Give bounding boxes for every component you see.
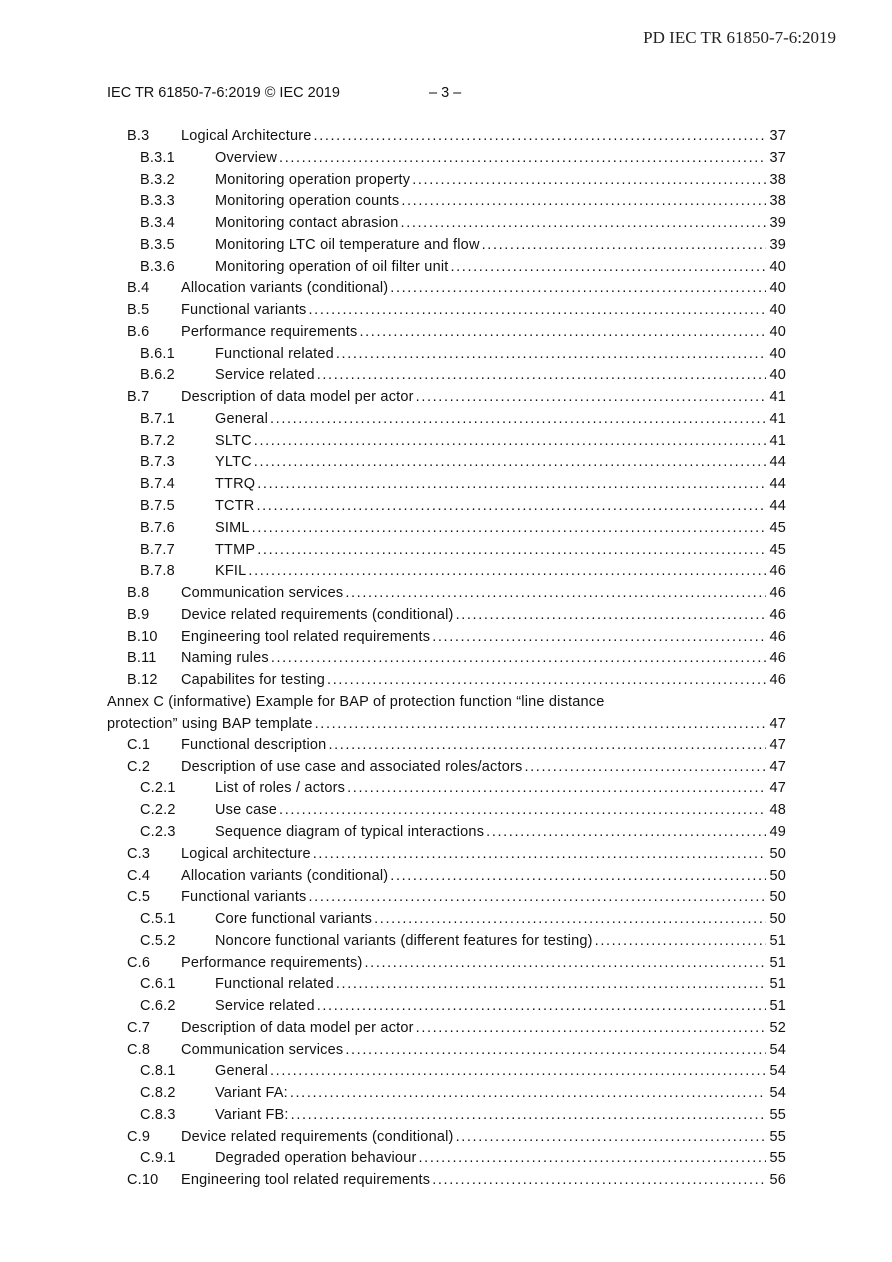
toc-page-number: 39 [769, 215, 786, 232]
toc-section-title: Variant FA: [215, 1085, 288, 1102]
toc-page-number: 40 [769, 258, 786, 275]
toc-section-number: C.6 [127, 954, 151, 971]
toc-section-title: General [215, 410, 268, 427]
toc-section-number: C.6.2 [140, 998, 176, 1015]
toc-section-number: C.5.1 [140, 911, 176, 928]
dot-leader [416, 1018, 766, 1040]
toc-section-number: B.7.3 [140, 454, 175, 471]
dot-leader [317, 996, 766, 1018]
toc-entry[interactable] [107, 844, 786, 866]
toc-entry[interactable] [107, 496, 786, 518]
toc-entry[interactable] [107, 409, 786, 431]
toc-entry[interactable] [107, 322, 786, 344]
toc-section-number: C.2.3 [140, 823, 176, 840]
toc-entry[interactable] [107, 1018, 786, 1040]
toc-section-number: B.9 [127, 606, 150, 623]
toc-page-number: 41 [769, 432, 786, 449]
dot-leader [313, 844, 766, 866]
dot-leader [412, 170, 766, 192]
toc-section-title: KFIL [215, 563, 247, 580]
toc-entry[interactable] [107, 778, 786, 800]
toc-section-title: Communication services [181, 1041, 344, 1058]
page-number: – 3 – [429, 85, 462, 101]
toc-page-number: 40 [769, 302, 786, 319]
toc-section-number: C.10 [127, 1172, 159, 1189]
toc-section-number: C.5 [127, 889, 151, 906]
toc-entry[interactable] [107, 800, 786, 822]
toc-section-number: C.8.3 [140, 1106, 176, 1123]
toc-entry[interactable] [107, 1083, 786, 1105]
toc-entry[interactable] [107, 431, 786, 453]
running-header [107, 85, 807, 105]
toc-page-number: 54 [769, 1041, 786, 1058]
toc-section-number: C.8.1 [140, 1063, 176, 1080]
dot-leader [482, 235, 766, 257]
toc-section-title: Capabilites for testing [181, 672, 326, 689]
toc-entry[interactable] [107, 170, 786, 192]
toc-entry[interactable] [107, 257, 786, 279]
toc-section-number: B.10 [127, 628, 158, 645]
toc-section-title: Monitoring operation counts [215, 193, 400, 210]
toc-section-title: Engineering tool related requirements [181, 628, 431, 645]
dot-leader [271, 648, 766, 670]
toc-page-number: 51 [769, 932, 786, 949]
toc-section-number: B.7.6 [140, 519, 175, 536]
toc-entry[interactable] [107, 1148, 786, 1170]
toc-entry[interactable] [107, 518, 786, 540]
toc-page-number: 47 [769, 736, 786, 753]
toc-page-number: 37 [769, 149, 786, 166]
toc-entry[interactable] [107, 278, 786, 300]
toc-section-number: C.8.2 [140, 1085, 176, 1102]
toc-section-title: Device related requirements (conditional) [181, 606, 454, 623]
toc-page-number: 51 [769, 954, 786, 971]
dot-leader [359, 322, 766, 344]
toc-section-title: SLTC [215, 432, 252, 449]
toc-page-number: 50 [769, 911, 786, 928]
dot-leader [317, 365, 766, 387]
toc-section-number: B.7.5 [140, 498, 175, 515]
toc-page-number: 40 [769, 280, 786, 297]
toc-page-number: 52 [769, 1019, 786, 1036]
dot-leader [401, 191, 766, 213]
toc-page-number: 46 [769, 563, 786, 580]
toc-section-title: Description of data model per actor [181, 389, 414, 406]
dot-leader [347, 778, 766, 800]
dot-leader [374, 909, 766, 931]
dot-leader [432, 1170, 766, 1192]
toc-section-title: TCTR [215, 498, 255, 515]
toc-page-number: 46 [769, 628, 786, 645]
dot-leader [279, 800, 766, 822]
toc-section-number: C.5.2 [140, 932, 176, 949]
toc-section-number: B.3 [127, 128, 150, 144]
toc-section-number: C.6.1 [140, 976, 176, 993]
toc-annex-entry[interactable] [107, 692, 786, 735]
dot-leader [401, 213, 766, 235]
toc-section-title: Engineering tool related requirements [181, 1172, 431, 1189]
toc-page-number: 50 [769, 889, 786, 906]
toc-section-title: Monitoring operation property [215, 171, 411, 188]
toc-section-title: Functional variants [181, 302, 307, 319]
toc-entry[interactable] [107, 126, 786, 148]
toc-page-number: 44 [769, 454, 786, 471]
toc-page-number: 38 [769, 171, 786, 188]
toc-section-number: B.6 [127, 323, 150, 340]
toc-entry[interactable] [107, 452, 786, 474]
dot-leader [432, 627, 766, 649]
toc-section-title: Service related [215, 367, 315, 384]
toc-page-number: 44 [769, 498, 786, 515]
toc-section-title: Functional description [181, 736, 327, 753]
dot-leader [524, 757, 766, 779]
toc-page-number: 45 [769, 541, 786, 558]
toc-section-number: B.7.1 [140, 410, 175, 427]
toc-section-title: Degraded operation behaviour [215, 1150, 417, 1167]
dot-leader [456, 1127, 766, 1149]
toc-page-number: 55 [769, 1128, 786, 1145]
toc-section-number: B.7.4 [140, 476, 175, 493]
toc-entry[interactable] [107, 365, 786, 387]
toc-page-number: 47 [769, 780, 786, 797]
toc-section-number: B.6.2 [140, 367, 175, 384]
toc-page-number: 50 [769, 867, 786, 884]
toc-section-title: Use case [215, 802, 278, 819]
toc-page-number: 38 [769, 193, 786, 210]
dot-leader [290, 1083, 766, 1105]
toc-section-title: Performance requirements [181, 323, 358, 340]
toc-entry[interactable] [107, 1061, 786, 1083]
toc-page-number: 46 [769, 672, 786, 689]
toc-entry[interactable] [107, 148, 786, 170]
toc-entry[interactable] [107, 648, 786, 670]
dot-leader [595, 931, 766, 953]
toc-entry[interactable] [107, 1170, 786, 1192]
toc-section-number: B.3.3 [140, 193, 175, 210]
toc-entry[interactable] [107, 931, 786, 953]
dot-leader [270, 1061, 766, 1083]
toc-section-number: C.1 [127, 736, 151, 753]
toc-section-title: Description of use case and associated roles/actors [181, 758, 523, 775]
toc-section-number: B.3.4 [140, 215, 175, 232]
toc-page-number: 44 [769, 476, 786, 493]
dot-leader [336, 974, 766, 996]
toc-section-title: Service related [215, 998, 315, 1015]
toc-section-number: B.7.2 [140, 432, 175, 449]
toc-section-title: General [215, 1063, 268, 1080]
toc-section-number: B.7.8 [140, 563, 175, 580]
dot-leader [345, 583, 766, 605]
toc-section-title: Logical Architecture [181, 128, 312, 144]
toc-entry[interactable] [107, 822, 786, 844]
toc-section-number: B.5 [127, 302, 150, 319]
dot-leader [257, 474, 766, 496]
toc-page-number: 46 [769, 606, 786, 623]
toc-entry[interactable] [107, 627, 786, 649]
toc-section-title: Communication services [181, 585, 344, 602]
toc-annex-title-line1: Annex C (informative) Example for BAP of protection function “line distance [107, 693, 605, 710]
toc-section-title: Functional related [215, 345, 334, 362]
dot-leader [416, 387, 766, 409]
toc-section-title: Monitoring LTC oil temperature and flow [215, 236, 480, 253]
dot-leader [257, 540, 766, 562]
toc-section-title: Functional variants [181, 889, 307, 906]
toc-section-number: C.2.1 [140, 780, 176, 797]
toc-page-number: 54 [769, 1085, 786, 1102]
toc-page-number: 46 [769, 585, 786, 602]
toc-page-number: 40 [769, 323, 786, 340]
toc-section-number: B.4 [127, 280, 150, 297]
toc-entry[interactable] [107, 191, 786, 213]
toc-entry[interactable] [107, 757, 786, 779]
toc-section-title: Device related requirements (conditional) [181, 1128, 454, 1145]
toc-section-title: Naming rules [181, 650, 269, 667]
toc-section-title: Monitoring contact abrasion [215, 215, 399, 232]
toc-entry[interactable] [107, 300, 786, 322]
dot-leader [456, 605, 766, 627]
toc-entry[interactable] [107, 344, 786, 366]
toc-entry[interactable] [107, 387, 786, 409]
document-reference: IEC TR 61850-7-6:2019 © IEC 2019 [107, 85, 340, 101]
toc-annex-title-line2: protection” using BAP template [107, 715, 313, 732]
toc-page-number: 39 [769, 236, 786, 253]
toc-section-number: B.3.2 [140, 171, 175, 188]
toc-section-number: B.7 [127, 389, 150, 406]
toc-entry[interactable] [107, 996, 786, 1018]
toc-section-title: Variant FB: [215, 1106, 289, 1123]
dot-leader [365, 953, 767, 975]
toc-page-number: 48 [769, 802, 786, 819]
toc-section-number: B.6.1 [140, 345, 175, 362]
toc-section-title: Description of data model per actor [181, 1019, 414, 1036]
toc-entry[interactable] [107, 909, 786, 931]
toc-section-number: C.9.1 [140, 1150, 176, 1167]
dot-leader [270, 409, 766, 431]
toc-page-number: 47 [769, 715, 786, 732]
toc-page-number: 41 [769, 410, 786, 427]
toc-page-number: 54 [769, 1063, 786, 1080]
toc-section-title: Allocation variants (conditional) [181, 867, 389, 884]
toc-page-number: 55 [769, 1150, 786, 1167]
toc-entry[interactable] [107, 1105, 786, 1127]
toc-section-number: B.3.1 [140, 149, 175, 166]
toc-section-number: B.12 [127, 672, 158, 689]
dot-leader [328, 735, 766, 757]
toc-entry[interactable] [107, 953, 786, 975]
toc-entry[interactable] [107, 1040, 786, 1062]
toc-section-title: Overview [215, 149, 278, 166]
toc-section-title: Allocation variants (conditional) [181, 280, 389, 297]
dot-leader [252, 518, 766, 540]
toc-page-number: 47 [769, 758, 786, 775]
toc-entry[interactable] [107, 735, 786, 757]
toc-page-number: 50 [769, 845, 786, 862]
dot-leader [309, 887, 767, 909]
toc-page-number: 51 [769, 976, 786, 993]
toc-page-number: 41 [769, 389, 786, 406]
toc-section-number: B.7.7 [140, 541, 175, 558]
toc-annex-title-line2-row [107, 714, 786, 736]
toc-entry[interactable] [107, 540, 786, 562]
toc-section-number: C.9 [127, 1128, 151, 1145]
toc-page-number: 55 [769, 1106, 786, 1123]
toc-page-number: 56 [769, 1172, 786, 1189]
dot-leader [419, 1148, 767, 1170]
toc-section-number: C.3 [127, 845, 151, 862]
toc-entry[interactable] [107, 561, 786, 583]
toc-entry[interactable] [107, 1127, 786, 1149]
toc-entry[interactable] [107, 605, 786, 627]
toc-section-number: C.7 [127, 1019, 151, 1036]
toc-entry[interactable] [107, 974, 786, 996]
toc-section-title: Noncore functional variants (different features for testing) [215, 932, 593, 949]
toc-section-number: C.8 [127, 1041, 151, 1058]
toc-section-number: C.2 [127, 758, 151, 775]
table-of-contents [107, 126, 786, 1192]
toc-entry[interactable] [107, 474, 786, 496]
toc-section-title: Core functional variants [215, 911, 373, 928]
toc-section-title: YLTC [215, 454, 252, 471]
toc-page-number: 40 [769, 367, 786, 384]
dot-leader [248, 561, 766, 583]
toc-section-number: B.3.6 [140, 258, 175, 275]
dot-leader [327, 670, 766, 692]
dot-leader [390, 866, 766, 888]
toc-page-number: 37 [769, 128, 786, 144]
toc-section-title: TTMP [215, 541, 256, 558]
toc-section-number: B.8 [127, 585, 150, 602]
toc-page-number: 49 [769, 823, 786, 840]
dot-leader [256, 496, 766, 518]
toc-entry[interactable] [107, 887, 786, 909]
toc-entry[interactable] [107, 235, 786, 257]
dot-leader [315, 714, 766, 736]
dot-leader [345, 1040, 766, 1062]
toc-section-number: C.2.2 [140, 802, 176, 819]
dot-leader [450, 257, 766, 279]
toc-section-title: List of roles / actors [215, 780, 346, 797]
toc-page-number: 46 [769, 650, 786, 667]
toc-entry[interactable] [107, 213, 786, 235]
dot-leader [390, 278, 766, 300]
dot-leader [309, 300, 767, 322]
toc-page-number: 45 [769, 519, 786, 536]
toc-entry[interactable] [107, 583, 786, 605]
toc-section-title: Logical architecture [181, 845, 311, 862]
toc-section-title: Monitoring operation of oil filter unit [215, 258, 449, 275]
document-stamp: PD IEC TR 61850-7-6:2019 [643, 28, 836, 47]
dot-leader [291, 1105, 766, 1127]
toc-section-title: TTRQ [215, 476, 256, 493]
toc-entry[interactable] [107, 866, 786, 888]
toc-section-title: Performance requirements) [181, 954, 363, 971]
toc-entry[interactable] [107, 670, 786, 692]
dot-leader [336, 344, 766, 366]
dot-leader [254, 431, 766, 453]
toc-section-title: Sequence diagram of typical interactions [215, 823, 485, 840]
dot-leader [279, 148, 766, 170]
dot-leader [486, 822, 766, 844]
toc-section-title: Functional related [215, 976, 334, 993]
toc-section-number: B.3.5 [140, 236, 175, 253]
toc-page-number: 40 [769, 345, 786, 362]
toc-section-number: C.4 [127, 867, 151, 884]
toc-page-number: 51 [769, 998, 786, 1015]
dot-leader [314, 126, 766, 148]
dot-leader [254, 452, 766, 474]
toc-section-title: SIML [215, 519, 250, 536]
toc-section-number: B.11 [127, 650, 157, 667]
